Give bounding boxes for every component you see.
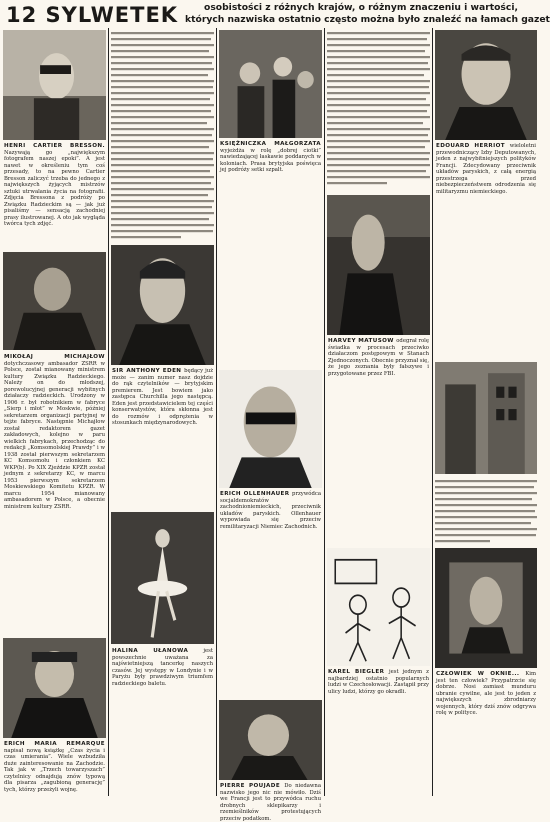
page-subtitle-line2: których nazwiska ostatnio często można było znaleźć na łamach gazet <box>185 13 550 25</box>
column-rule <box>108 28 109 796</box>
page-title: 12 SYLWETEK <box>6 3 179 27</box>
column-rule <box>432 28 433 796</box>
profile-text: wyjeżdża w rolę „dobrej ciotki” nawiedzającej łaskawie poddanych w koloniach. Prasa brytyjska poświęca jej podróży setki szpalt. <box>220 147 321 173</box>
profile-text: napisał nową książkę „Czas życia i czas umierania”. Wiele wzbudziła duże zainteresowanie na Zachodzie. Tak jak w „Trzech towarzyszach” czytelnicy odnajdują znów typową dla pisarza „zagubioną generację” tych, którzy przeżyli wojnę. <box>4 747 105 793</box>
profile-name: EDOUARD HERRIOT <box>436 143 510 149</box>
profile-name: KAREL BIEGLER <box>328 669 389 675</box>
photo-czlowiek-w-oknie <box>435 548 537 668</box>
profile-text: odegrał rolę świadka w procesach przeciwko działaczom postępowym w Stanach Zjednoczonych. Obecnie przyznał się, że jego zeznania były fałszywe i przygotowane przez FBI. <box>328 338 430 377</box>
profile-text: będący już może — zanim numer nasz dojdzie do rąk czytelników — brytyjskim premierem. Jest bowiem jako zastępca Churchilla jego następcą. Eden jest przedstawicielem tej części konserwatystów, która skłonna jest do rozmów i odprężenia w stosunkach międzynarodowych. <box>112 368 213 426</box>
profile-name: HALINA UŁANOWA <box>112 648 204 654</box>
profile-name: PIERRE POUJADE <box>220 783 285 789</box>
profile-name: HENRI CARTIER BRESSON. <box>4 143 105 149</box>
profile-remarque <box>4 741 105 797</box>
photo-michajlow <box>3 252 106 350</box>
text-texture <box>327 30 430 190</box>
profile-name: SIR ANTHONY EDEN <box>112 368 185 374</box>
column-rule <box>216 28 217 796</box>
profile-matusow <box>328 338 429 543</box>
photo-biegler-cartoon <box>327 548 430 666</box>
profile-herriot <box>436 143 536 358</box>
profile-text: Do niedawna nazwisko jego nic nie mówiło. Dziś we Francji jest to przywódca ruchu drobnych sklepikarzy i rzemieślników protestujących przeciw podatkom. <box>220 783 322 822</box>
profile-text: Kim jest ten człowiek? Przypatrzcie się dobrze. Nosi zamiast munduru ubranie cywilne, ale jest to jeden z największych zbrodniarzy wojennych, który dziś znów odgrywa rolę w polityce. <box>436 671 536 716</box>
photo-cartier-bresson <box>3 30 106 140</box>
profile-ulanowa <box>112 648 213 796</box>
profile-poujade <box>220 783 322 822</box>
photo-poujade <box>219 700 322 780</box>
photo-ollenhauer <box>219 370 322 488</box>
profile-biegler <box>328 669 429 796</box>
profile-name: ERICH OLLENHAUER <box>220 491 293 497</box>
photo-malgorzata <box>219 30 322 138</box>
profile-michajlow <box>4 354 105 634</box>
profile-name: CZŁOWIEK W OKNIE... <box>436 671 526 677</box>
profile-text: jest jednym z najbardziej ostatnio popularnych ludzi w Czechosłowacji. Zastąpił przy ulicy ludzi, którzy go okradli. <box>328 669 429 695</box>
profile-name: KSIĘŻNICZKA MAŁGORZATA <box>220 141 321 147</box>
profile-czlowiek-w-oknie <box>436 671 536 796</box>
profile-text: przywódca socjaldemokratów zachodnioniemieckich, przeciwnik układów paryskich. Ollenhauer wypowiada się przeciw remilitaryzacji Niemiec Zachodnich. <box>220 491 321 530</box>
text-texture <box>111 30 214 242</box>
column-rule <box>324 28 325 796</box>
profile-text: Nazywają go „największym fotografem naszej epoki”. A jest nawet w określeniu tym coś przesady, to na pewno Cartier Bresson zaliczyć trzeba do jednego z największych żyjących mistrzów sztuki utrwalania życia na fotografii. Zdjęcia Bressona z podróży po Związku Radzieckim są — jak już pisaliśmy — sensacją zachodniej prasy ilustrowanej. A oto jak wygląda twórca tych zdjęć. <box>4 149 105 227</box>
profile-ollenhauer <box>220 491 321 696</box>
profile-text: wieloletni przewodniczący Izby Deputowanych, jeden z najwybitniejszych polityków Francji. Zdecydowany przeciwnik układów paryskich, z całą energią przestrzega przed niebezpieczeństwem odrodzenia się militaryzmu niemieckiego. <box>436 143 536 195</box>
photo-ruins <box>435 362 537 474</box>
profile-text: dotychczasowy ambasador ZSRR w Polsce, został mianowany ministrem kultury Związku Radzieckiego. Należy on do młodszej, porewolucyjnej generacji wybitnych działaczy radzieckich. Urodzony w 1906 r. był robotnikiem w fabryce „Sierp i młot” w Moskwie, później sekretarzem organizacji partyjnej w tejże fabryce. Następnie Michajłow został redaktorem gazet zakładowych, kolejno w paru wielkich fabrykach, przechodząc do redakcji „Komsomolskiej Prawdy” i w 1938 został pierwszym sekretarzem KC Komsomołu i członkiem KC WKP(b). Po XIX Zjeździe KPZR został jednym z sekretarzy KC, w marcu 1953 pierwszym sekretarzem Moskiewskiego Komitetu KPZR. W marcu 1954 mianowany ambasadorem w Polsce, a obecnie ministrem kultury ZSRR. <box>4 360 105 510</box>
profile-malgorzata <box>220 141 321 366</box>
profile-cartier-bresson <box>4 143 105 247</box>
photo-ulanowa <box>111 512 214 644</box>
profile-text: jest powszechnie uważana za najświetniejszą tancerkę naszych czasów. Jej występy w Londynie i w Paryżu były prawdziwym triumfem radzieckiego baletu. <box>112 648 213 687</box>
text-texture <box>435 478 537 544</box>
profile-eden <box>112 368 213 508</box>
photo-remarque <box>3 638 106 738</box>
photo-matusow <box>327 195 430 335</box>
photo-herriot <box>435 30 537 140</box>
page-subtitle <box>185 2 550 25</box>
page-subtitle-line1: osobistości z różnych krajów, o różnym znaczeniu i wartości, <box>204 2 518 13</box>
profile-name: HARVEY MATUSOW <box>328 338 397 344</box>
profile-name: MIKOŁAJ MICHAJŁOW <box>4 354 105 360</box>
photo-eden <box>111 245 214 365</box>
profile-name: ERICH MARIA REMARQUE <box>4 741 105 747</box>
